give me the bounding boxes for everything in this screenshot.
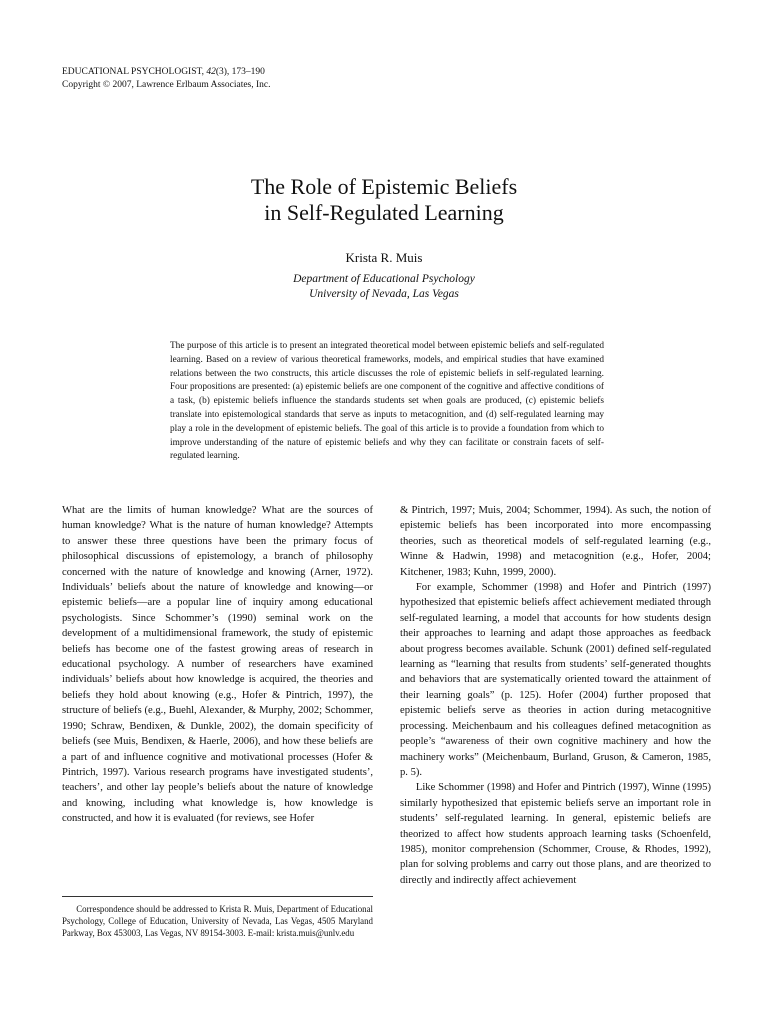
journal-header (62, 66, 482, 91)
affiliation-department: Department of Educational Psychology (293, 273, 475, 285)
journal-issue-pages: (3), 173–190 (215, 67, 265, 77)
title-line-1: The Role of Epistemic Beliefs (250, 174, 518, 199)
correspondence-footnote: Correspondence should be addressed to Krista R. Muis, Department of Educational Psychology, College of Education, University of Nevada, Las Vegas, 4505 Maryland Parkway, Box 453003, Las Vegas, NV 89154-3003. E-mail: krista.muis@unlv.edu (62, 904, 373, 939)
title-line-2: in Self-Regulated Learning (264, 200, 504, 225)
body-column-right (400, 503, 711, 888)
body-paragraph: & Pintrich, 1997; Muis, 2004; Schommer, 1994). As such, the notion of epistemic beliefs has been incorporated into more encompassing theories, such as theoretical models of self-regulated learning (e.g., Winne & Hadwin, 1998) and metacognition (e.g., Hofer, 2004; Kitchener, 1983; Kuhn, 1999, 2000). (400, 505, 711, 578)
journal-citation (62, 66, 482, 79)
copyright-line: Copyright © 2007, Lawrence Erlbaum Associates, Inc. (62, 79, 271, 90)
body-paragraph: What are the limits of human knowledge? What are the sources of human knowledge? What is the nature of human knowledge? Attempts to answer these three questions have been the primary focus of philosophical discussions of epistemology, a branch of philosophy concerned with the nature of knowledge and knowing (Arner, 1972). Individuals’ beliefs about the nature of knowledge and knowing—or epistemic beliefs—are a popular line of inquiry among educational psychologists. Since Schommer’s (1990) seminal work on the development of a multidimensional framework, the study of epistemic beliefs has become one of the fastest growing areas of research in educational psychology. A number of researchers have examined individuals’ beliefs about how knowledge is acquired, the theories and beliefs they hold about knowing (e.g., Hofer & Pintrich, 1997), the structure of beliefs (e.g., Buehl, Alexander, & Murphy, 2002; Schommer, 1990; Schraw, Bendixen, & Dunkle, 2002), the domain specificity of beliefs (see Muis, Bendixen, & Haerle, 2006), and how these beliefs are a part of and influence cognitive and motivational processes (Hofer & Pintrich, 1997). Various research programs have investigated students’, teachers’, and other lay people’s beliefs about the nature of knowledge and knowing, including what knowledge is, how knowledge is constructed, and how it is evaluated (for reviews, see Hofer (62, 505, 373, 825)
article-title (0, 174, 768, 226)
journal-name: EDUCATIONAL PSYCHOLOGIST, (62, 67, 207, 77)
footnote-divider (62, 896, 373, 897)
author-affiliation (0, 272, 768, 301)
body-column-left (62, 503, 373, 827)
affiliation-university: University of Nevada, Las Vegas (309, 287, 459, 300)
journal-volume: 42 (206, 67, 216, 77)
author-name: Krista R. Muis (345, 250, 423, 265)
abstract: The purpose of this article is to present an integrated theoretical model between epistemic beliefs and self-regulated learning. Based on a review of various theoretical frameworks, models, and empirical studies that have examined relations between the two constructs, this article discusses the role of epistemic beliefs in self-regulated learning. Four propositions are presented: (a) epistemic beliefs are one component of the cognitive and affective conditions of a task, (b) epistemic beliefs influence the standards students set when goals are produced, (c) epistemic beliefs translate into epistemological standards that serve as inputs to metacognition, and (d) self-regulated learning may play a role in the development of epistemic beliefs. The goal of this article is to provide a foundation from which to improve understanding of the nature of epistemic beliefs and why they can facilitate or constrain facets of self-regulated learning. (170, 341, 604, 462)
body-paragraph: For example, Schommer (1998) and Hofer and Pintrich (1997) hypothesized that epistemic beliefs affect achievement mediated through self-regulated learning, a model that accounts for how students design their approaches to learning and adapt those approaches as feedback about progress becomes available. Schunk (2001) defined self-regulated learning as “learning that results from students’ self-generated thoughts and behaviors that are systematically oriented toward the attainment of their learning goals” (p. 125). Hofer (2004) further proposed that epistemic beliefs serve as theories in action during metacognitive processing. Meichenbaum and his colleagues defined metacognition as people’s “awareness of their own cognitive machinery and how the machinery works” (Meichenbaum, Burland, Gruson, & Cameron, 1985, p. 5). (400, 582, 711, 778)
body-paragraph: Like Schommer (1998) and Hofer and Pintrich (1997), Winne (1995) similarly hypothesized that epistemic beliefs serve an important role in students’ self-regulated learning. In general, epistemic beliefs are theorized to affect how students approach learning tasks (Schoenfeld, 1985), monitor comprehension (Schommer, Crouse, & Rhodes, 1992), plan for solving problems and carry out those plans, and are theorized to directly and indirectly affect achievement (400, 782, 711, 886)
